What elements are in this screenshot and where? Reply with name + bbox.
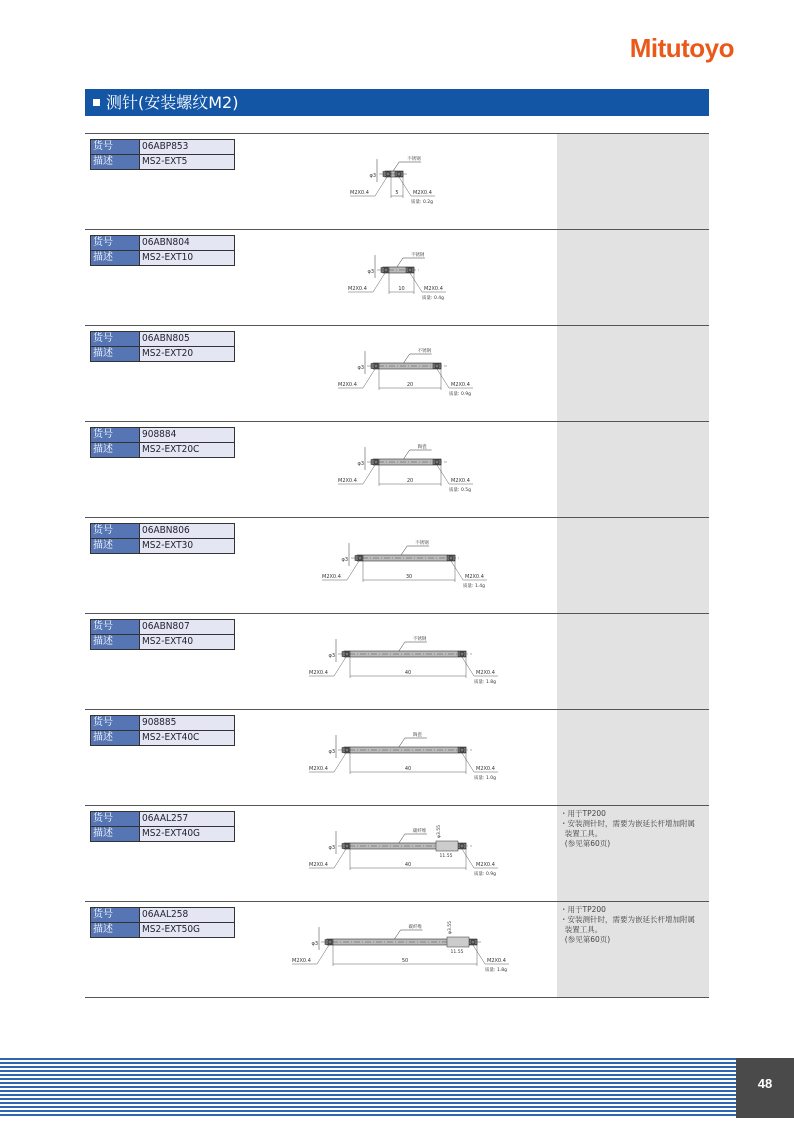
desc-value: MS2-EXT10 xyxy=(140,251,235,266)
desc-value: MS2-EXT20C xyxy=(140,443,235,458)
mass-label: 质量: 1.0g xyxy=(474,776,496,781)
product-table xyxy=(85,133,709,998)
section-title: 测针(安装螺纹M2) xyxy=(106,93,239,112)
part-no-value: 06ABN806 xyxy=(140,524,235,539)
part-no-label: 货号 xyxy=(91,812,140,827)
thread-right-label: M2X0.4 xyxy=(476,766,495,772)
thread-right-label: M2X0.4 xyxy=(476,862,495,868)
desc-label: 描述 xyxy=(91,539,140,554)
part-no-value: 06AAL258 xyxy=(140,908,235,923)
mass-label: 质量: 1.4g xyxy=(463,584,485,589)
thread-left-label: M2X0.4 xyxy=(309,862,328,868)
collar-dia-label: φ3.55 xyxy=(448,921,453,934)
material-leader xyxy=(395,930,423,939)
material-leader xyxy=(399,642,427,651)
stylus-drawing xyxy=(85,902,555,997)
material-label: 不锈钢 xyxy=(407,157,421,162)
length-label: 40 xyxy=(404,862,412,868)
collar-length-label: 11.55 xyxy=(450,950,464,955)
thread-left-label: M2X0.4 xyxy=(338,382,357,388)
material-label: 碳纤维 xyxy=(412,829,427,834)
desc-label: 描述 xyxy=(91,731,140,746)
part-no-label: 货号 xyxy=(91,428,140,443)
material-label: 陶瓷 xyxy=(412,733,422,738)
dia-label: φ3 xyxy=(357,365,364,371)
material-label: 不锈钢 xyxy=(410,253,425,258)
collar-dia-label: φ3.55 xyxy=(437,825,442,838)
part-no-label: 货号 xyxy=(91,236,140,251)
thread-right-label: M2X0.4 xyxy=(413,190,432,196)
desc-value: MS2-EXT40G xyxy=(140,827,235,842)
dia-label: φ3 xyxy=(357,461,364,467)
dia-label: φ3 xyxy=(328,845,335,851)
thread-right-label: M2X0.4 xyxy=(451,478,470,484)
desc-value: MS2-EXT40C xyxy=(140,731,235,746)
note-column xyxy=(557,806,709,901)
material-label: 不锈钢 xyxy=(412,637,427,642)
mass-label: 质量: 1.8g xyxy=(485,968,507,973)
note-column xyxy=(557,230,709,325)
product-row xyxy=(85,421,709,517)
mass-label: 质量: 0.2g xyxy=(411,200,433,205)
dia-label: φ3 xyxy=(369,173,376,179)
thread-left-label: M2X0.4 xyxy=(338,478,357,484)
part-no-value: 908884 xyxy=(140,428,235,443)
desc-value: MS2-EXT5 xyxy=(140,155,235,170)
desc-label: 描述 xyxy=(91,251,140,266)
part-no-label: 货号 xyxy=(91,524,140,539)
stylus-drawing xyxy=(85,806,555,901)
part-no-label: 货号 xyxy=(91,716,140,731)
part-no-value: 06ABN807 xyxy=(140,620,235,635)
mass-label: 质量: 0.9g xyxy=(474,872,496,877)
material-leader xyxy=(401,546,429,555)
material-label: 碳纤维 xyxy=(408,925,422,930)
mass-label: 质量: 0.9g xyxy=(449,392,471,397)
thread-left-label: M2X0.4 xyxy=(309,670,328,676)
collar xyxy=(436,841,458,851)
note-column xyxy=(557,422,709,517)
part-no-label: 货号 xyxy=(91,332,140,347)
material-leader xyxy=(404,354,432,363)
product-row xyxy=(85,709,709,805)
thread-right-label: M2X0.4 xyxy=(465,574,484,580)
length-label: 30 xyxy=(405,574,413,580)
note-column xyxy=(557,518,709,613)
stylus-drawing xyxy=(85,230,555,325)
part-no-label: 货号 xyxy=(91,140,140,155)
section-title-bar xyxy=(85,89,709,116)
material-leader xyxy=(399,738,427,747)
desc-value: MS2-EXT40 xyxy=(140,635,235,650)
mass-label: 质量: 0.5g xyxy=(449,488,471,493)
stylus-drawing xyxy=(85,518,555,613)
product-row xyxy=(85,133,709,229)
stylus-drawing xyxy=(85,134,555,229)
product-row xyxy=(85,805,709,901)
part-no-value: 06ABN805 xyxy=(140,332,235,347)
page-number: 48 xyxy=(736,1058,794,1118)
desc-value: MS2-EXT20 xyxy=(140,347,235,362)
product-row xyxy=(85,613,709,709)
dia-label: φ3 xyxy=(311,941,318,947)
stylus-drawing xyxy=(85,422,555,517)
mass-label: 质量: 0.4g xyxy=(422,296,444,301)
dia-label: φ3 xyxy=(328,749,335,755)
mass-label: 质量: 1.8g xyxy=(474,680,496,685)
thread-right-label: M2X0.4 xyxy=(476,670,495,676)
part-no-value: 06AAL257 xyxy=(140,812,235,827)
thread-left-label: M2X0.4 xyxy=(348,286,367,292)
thread-left-label: M2X0.4 xyxy=(350,190,369,196)
note-column xyxy=(557,614,709,709)
part-no-value: 06ABN804 xyxy=(140,236,235,251)
product-row xyxy=(85,517,709,613)
length-label: 10 xyxy=(398,286,405,292)
part-no-label: 货号 xyxy=(91,908,140,923)
collar-length-label: 11.55 xyxy=(439,854,453,859)
footer-stripes xyxy=(0,1058,736,1118)
material-label: 陶瓷 xyxy=(417,445,427,450)
desc-label: 描述 xyxy=(91,347,140,362)
length-label: 40 xyxy=(404,670,412,676)
thread-left-label: M2X0.4 xyxy=(322,574,341,580)
note-column xyxy=(557,902,709,997)
product-note: ・用于TP200 ・安装测针时，需要为嵌延长杆增加附属 装置工具。 (参见第60页) xyxy=(560,809,695,848)
brand-logo: Mitutoyo xyxy=(629,33,734,63)
material-leader xyxy=(397,258,425,267)
desc-label: 描述 xyxy=(91,923,140,938)
part-no-label: 货号 xyxy=(91,620,140,635)
desc-value: MS2-EXT30 xyxy=(140,539,235,554)
desc-value: MS2-EXT50G xyxy=(140,923,235,938)
product-row xyxy=(85,901,709,998)
collar xyxy=(447,937,469,947)
material-leader xyxy=(393,162,421,171)
desc-label: 描述 xyxy=(91,827,140,842)
length-label: 50 xyxy=(401,958,409,964)
material-leader xyxy=(399,834,427,843)
thread-right-label: M2X0.4 xyxy=(451,382,470,388)
dia-label: φ3 xyxy=(341,557,348,563)
desc-label: 描述 xyxy=(91,155,140,170)
desc-label: 描述 xyxy=(91,443,140,458)
note-column xyxy=(557,326,709,421)
part-no-value: 06ABP853 xyxy=(140,140,235,155)
desc-label: 描述 xyxy=(91,635,140,650)
note-column xyxy=(557,710,709,805)
length-label: 5 xyxy=(395,190,399,196)
stylus-drawing xyxy=(85,710,555,805)
stylus-drawing xyxy=(85,614,555,709)
length-label: 20 xyxy=(406,382,414,388)
thread-right-label: M2X0.4 xyxy=(487,958,506,964)
product-row xyxy=(85,325,709,421)
dia-label: φ3 xyxy=(367,269,374,275)
part-no-value: 908885 xyxy=(140,716,235,731)
material-label: 不锈钢 xyxy=(417,349,432,354)
thread-right-label: M2X0.4 xyxy=(424,286,443,292)
dia-label: φ3 xyxy=(328,653,335,659)
bullet-square-icon xyxy=(93,99,100,106)
product-row xyxy=(85,229,709,325)
material-leader xyxy=(404,450,432,459)
length-label: 20 xyxy=(406,478,414,484)
material-label: 不锈钢 xyxy=(415,541,429,546)
thread-left-label: M2X0.4 xyxy=(309,766,328,772)
thread-left-label: M2X0.4 xyxy=(292,958,311,964)
length-label: 40 xyxy=(404,766,412,772)
product-note: ・用于TP200 ・安装测针时，需要为嵌延长杆增加附属 装置工具。 (参见第60页) xyxy=(560,905,695,944)
stylus-drawing xyxy=(85,326,555,421)
note-column xyxy=(557,134,709,229)
